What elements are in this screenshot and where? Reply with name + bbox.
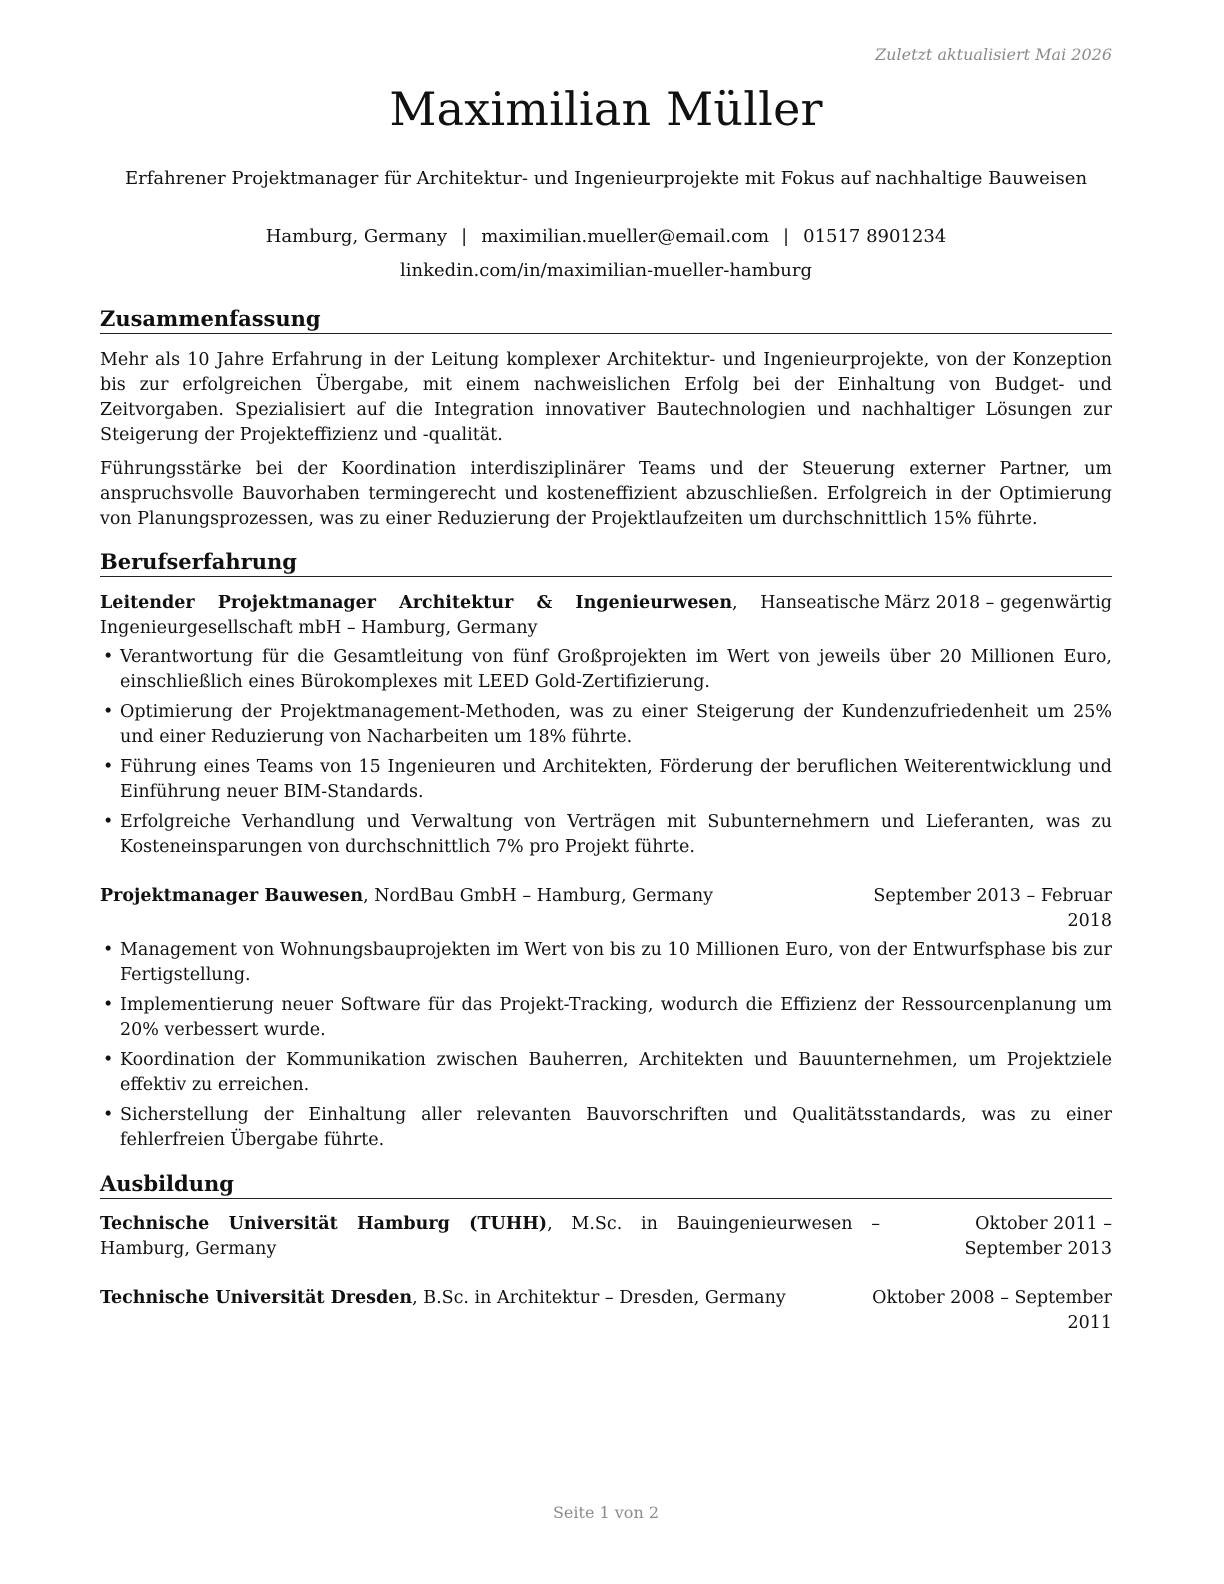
education-entry	[100, 1212, 1112, 1262]
candidate-name: Maximilian Müller	[389, 82, 823, 136]
job-title-line	[100, 884, 880, 909]
education-header	[100, 1286, 1112, 1333]
list-item: • Verantwortung für die Gesamtleitung von fünf Großprojekten im Wert von jeweils über 20 Millionen Euro, einschließlich eines Bürokomplexes mit LEED Gold-Zertifizierung.	[100, 645, 1112, 695]
job-entry	[100, 591, 1112, 865]
contact-separator: |	[783, 226, 790, 247]
job-bullet-list	[100, 645, 1112, 860]
education-title-line	[100, 1286, 880, 1311]
list-item: • Sicherstellung der Einhaltung aller relevanten Bauvorschriften und Qualitätsstandards, was zu einer fehlerfreien Übergabe führte.	[100, 1103, 1112, 1153]
summary-paragraph: Führungsstärke bei der Koordination interdisziplinärer Teams und der Steuerung externer Partner, um anspruchsvolle Bauvorhaben termingerecht und kosteneffizient abzuschließen. Erfolgreich in der Optimierung von Planungsprozessen, was zu einer Reduzierung der Projektlaufzeiten um durchschnittlich 15% führte.	[100, 459, 1112, 529]
contact-location: Hamburg, Germany	[265, 226, 448, 247]
candidate-headline: Erfahrener Projektmanager für Architektur- und Ingenieurprojekte mit Fokus auf nachhaltige Bauweisen	[124, 168, 1088, 189]
summary-paragraph: Mehr als 10 Jahre Erfahrung in der Leitung komplexer Architektur- und Ingenieurprojekte, von der Konzeption bis zur erfolgreichen Übergabe, mit einem nachweislichen Erfolg bei der Einhaltung von Budget- und Zeitvorgaben. Spezialisiert auf die Integration innovativer Bautechnologien und nachhaltiger Lösungen zur Steigerung der Projekteffizienz und -qualität.	[100, 350, 1112, 445]
contact-info	[100, 220, 1112, 288]
summary-section	[100, 348, 1112, 541]
job-header	[100, 884, 1112, 931]
education-title-line	[100, 1212, 880, 1262]
education-detail: , B.Sc. in Architektur – Dresden, Germany	[412, 1288, 786, 1308]
job-organization: , Hanseatische Ingenieurgesellschaft mbH – Hamburg, Germany	[100, 593, 880, 638]
section-title-summary: Zusammenfassung	[100, 306, 1112, 334]
education-dates: Oktober 2008 – September 2011	[872, 1288, 1112, 1333]
list-item: • Implementierung neuer Software für das Projekt-Tracking, wodurch die Effizienz der Ressourcenplanung um 20% verbessert wurde.	[100, 993, 1112, 1043]
education-school: Technische Universität Hamburg (TUHH)	[100, 1214, 548, 1234]
section-title-experience: Berufserfahrung	[100, 549, 1112, 577]
job-title-line	[100, 591, 880, 641]
education-dates: Oktober 2011 – September 2013	[964, 1214, 1112, 1259]
contact-email-link[interactable]: maximilian.mueller@email.com	[481, 226, 770, 247]
contact-linkedin-link[interactable]: linkedin.com/in/maximilian-mueller-hamburg	[400, 260, 812, 281]
section-title-education: Ausbildung	[100, 1171, 1112, 1199]
list-item: • Management von Wohnungsbauprojekten im Wert von bis zu 10 Millionen Euro, von der Entwurfsphase bis zur Fertigstellung.	[100, 938, 1112, 988]
job-entry	[100, 884, 1112, 1158]
job-dates: September 2013 – Februar 2018	[873, 886, 1112, 931]
job-bullet-list	[100, 938, 1112, 1153]
list-item: • Koordination der Kommunikation zwischen Bauherren, Architekten und Bauunternehmen, um Projektziele effektiv zu erreichen.	[100, 1048, 1112, 1098]
job-header	[100, 591, 1112, 641]
contact-line-1	[100, 220, 1112, 254]
contact-separator: |	[461, 226, 468, 247]
list-item: • Führung eines Teams von 15 Ingenieuren und Architekten, Förderung der beruflichen Weiterentwicklung und Einführung neuer BIM-Standards.	[100, 755, 1112, 805]
education-school: Technische Universität Dresden	[100, 1288, 413, 1308]
last-updated-note: Zuletzt aktualisiert Mai 2026	[875, 45, 1112, 64]
job-role: Leitender Projektmanager Architektur & Ingenieurwesen	[100, 593, 733, 613]
resume-page	[100, 0, 1112, 1584]
education-header	[100, 1212, 1112, 1262]
job-organization: , NordBau GmbH – Hamburg, Germany	[363, 886, 714, 906]
education-detail: , M.Sc. in Bauingenieurwesen – Hamburg, Germany	[100, 1214, 881, 1259]
job-role: Projektmanager Bauwesen	[100, 886, 364, 906]
page-number: Seite 1 von 2	[552, 1503, 660, 1522]
contact-phone: 01517 8901234	[803, 226, 947, 247]
list-item: • Erfolgreiche Verhandlung und Verwaltung von Verträgen mit Subunternehmern und Lieferanten, was zu Kosteneinsparungen von durchschnittlich 7% pro Projekt führte.	[100, 810, 1112, 860]
education-entry	[100, 1286, 1112, 1333]
job-dates: März 2018 – gegenwärtig	[884, 593, 1112, 613]
list-item: • Optimierung der Projektmanagement-Methoden, was zu einer Steigerung der Kundenzufriedenheit um 25% und einer Reduzierung von Nacharbeiten um 18% führte.	[100, 700, 1112, 750]
